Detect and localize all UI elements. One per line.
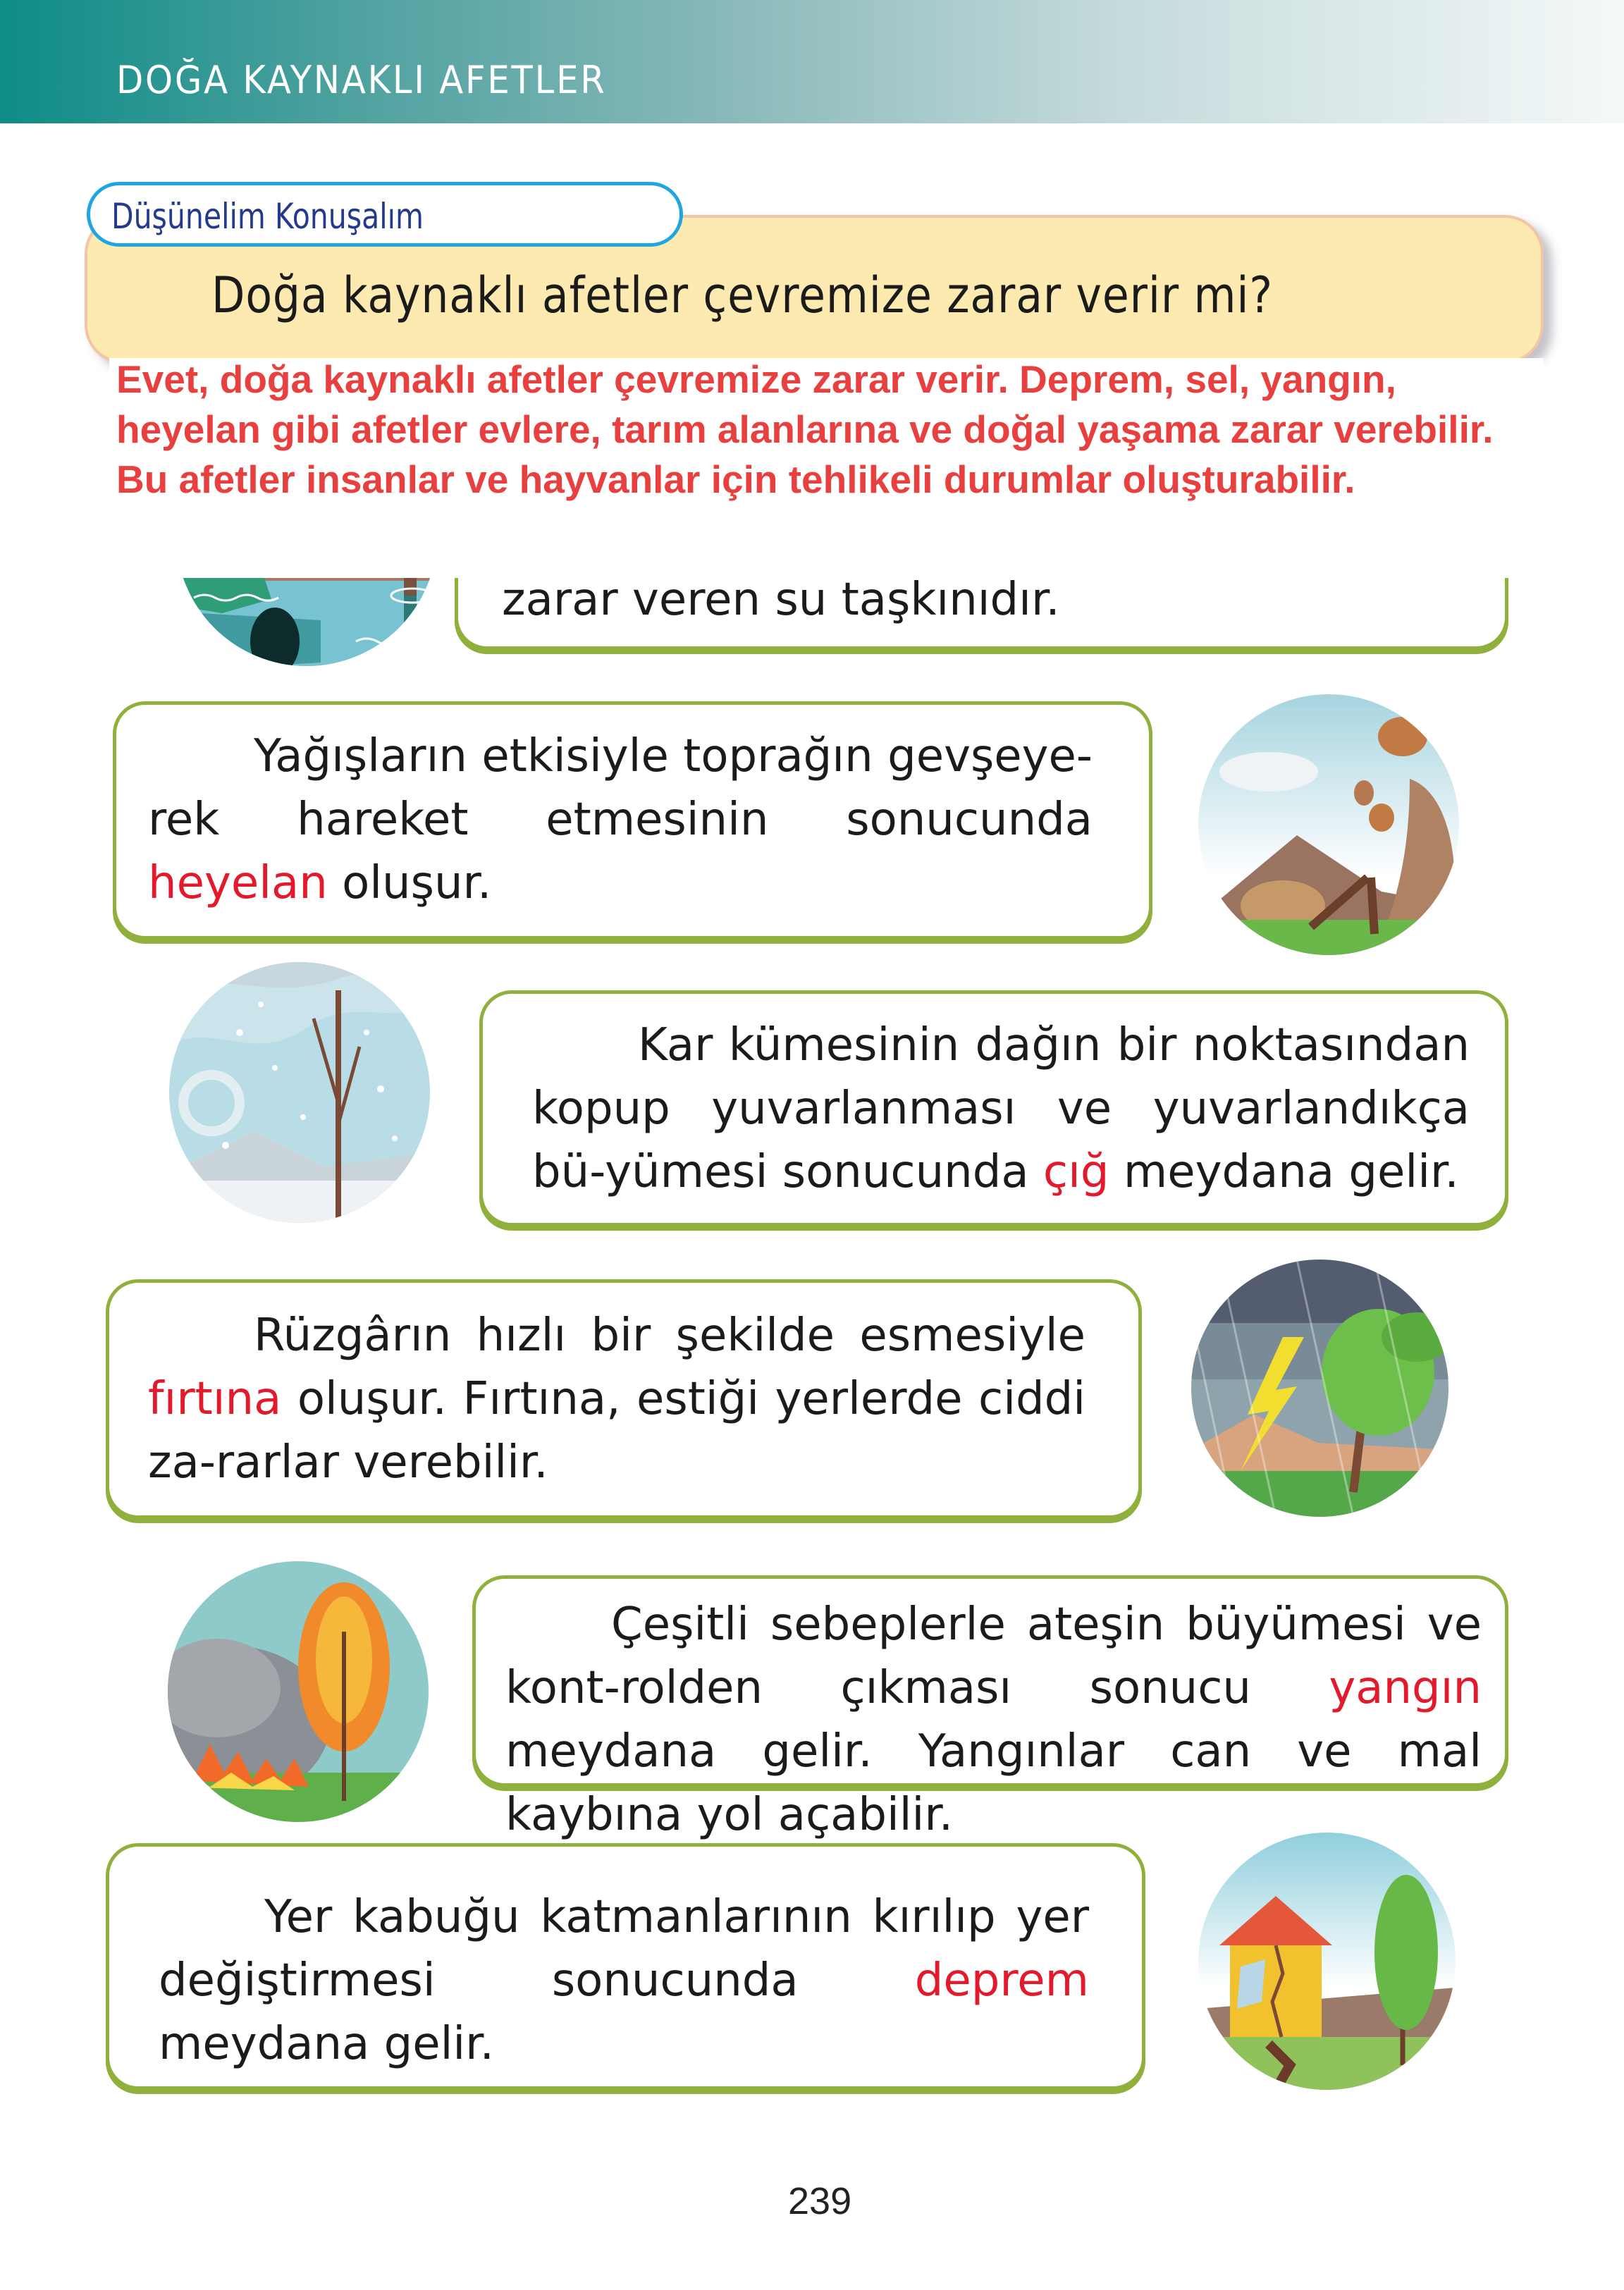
wildfire-image xyxy=(168,1561,429,1822)
avalanche-card-text: Kar kümesinin dağın bir noktasından kopup yuvarlanması ve yuvarlandıkça bü-yümesi sonucunda çığ meydana gelir. xyxy=(532,1019,1470,1198)
answer-text: Evet, doğa kaynaklı afetler çevremize zarar verir. Deprem, sel, yangın, heyelan gibi afetler evlere, tarım alanlarına ve doğal yaşama zarar verebilir. Bu afetler insanlar ve hayvanlar için tehlikeli durumlar oluşturabilir. xyxy=(116,357,1494,501)
landslide-card xyxy=(113,701,1152,940)
earthquake-card xyxy=(106,1843,1145,2090)
landslide-image xyxy=(1198,694,1459,955)
highlight-term: heyelan xyxy=(148,857,328,909)
wildfire-card-text: Çeşitli sebeplerle ateşin büyümesi ve kont-rolden çıkması sonucu yangın meydana gelir. Yangınlar can ve mal kaybına yol açabilir. xyxy=(505,1599,1482,1841)
wildfire-illustration-icon xyxy=(168,1561,429,1822)
avalanche-image xyxy=(169,962,430,1223)
landslide-illustration-icon xyxy=(1198,694,1459,955)
storm-card-text: Rüzgârın hızlı bir şekilde esmesiyle fırtına oluşur. Fırtına, estiği yerlerde ciddi za-rarlar verebilir. xyxy=(148,1310,1085,1489)
discussion-question: Doğa kaynaklı afetler çevremize zarar verir mi? xyxy=(211,266,1273,324)
storm-image xyxy=(1191,1260,1448,1517)
discussion-label: Düşünelim Konuşalım xyxy=(111,196,424,237)
page-number: 239 xyxy=(788,2180,852,2222)
flood-card-text: zarar veren su taşkınıdır. xyxy=(502,574,1060,626)
highlight-term: fırtına xyxy=(148,1373,282,1425)
landslide-card-text: Yağışların etkisiyle toprağın gevşeye-rek hareket etmesinin sonucunda heyelan oluşur. xyxy=(148,730,1093,909)
highlight-term: çığ xyxy=(1042,1146,1109,1198)
avalanche-card xyxy=(479,990,1508,1226)
earthquake-card-text: Yer kabuğu katmanlarının kırılıp yer değiştirmesi sonucunda deprem meydana gelir. xyxy=(159,1891,1089,2070)
storm-card xyxy=(106,1279,1142,1519)
highlight-term: yangın xyxy=(1329,1662,1482,1714)
earthquake-illustration-icon xyxy=(1198,1833,1456,2090)
section-title: DOĞA KAYNAKLI AFETLER xyxy=(116,58,607,102)
avalanche-illustration-icon xyxy=(169,962,430,1223)
highlight-term: deprem xyxy=(914,1954,1089,2007)
earthquake-image xyxy=(1198,1833,1456,2090)
storm-illustration-icon xyxy=(1191,1260,1448,1517)
wildfire-card xyxy=(472,1575,1508,1841)
